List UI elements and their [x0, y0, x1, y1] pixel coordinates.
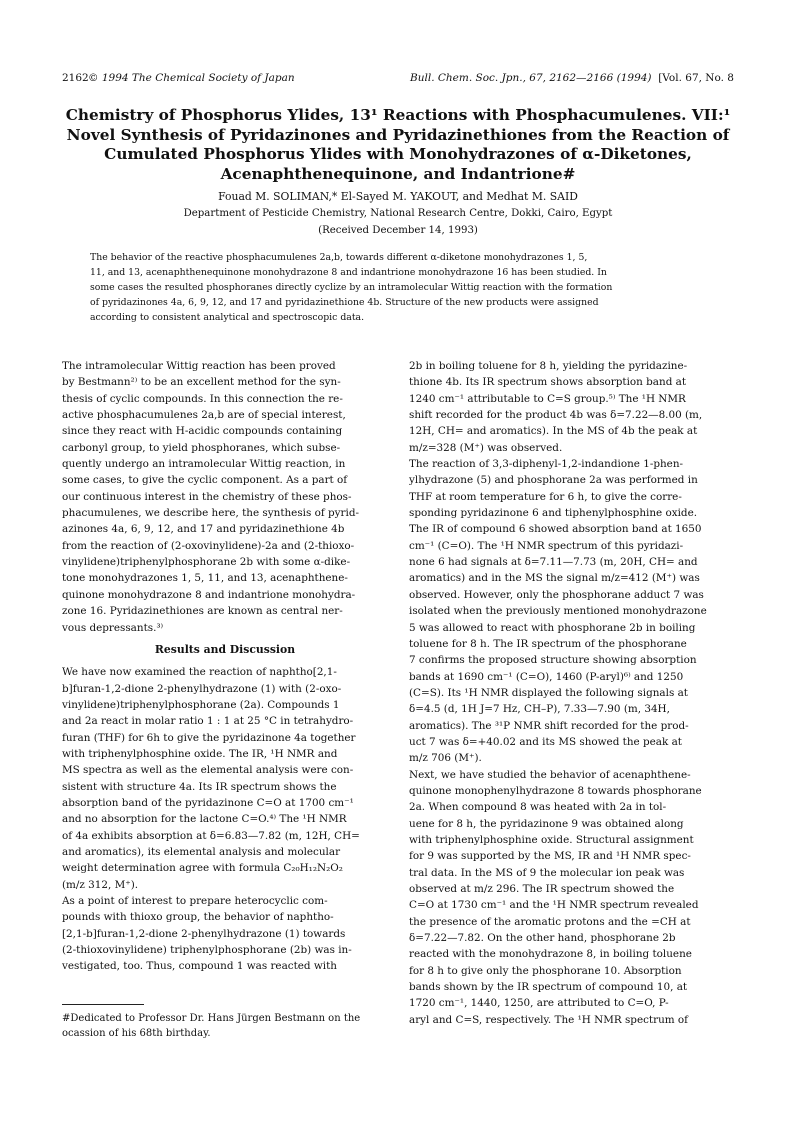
text-line: We have now examined the reaction of naphtho[2,1- [62, 666, 337, 679]
text-line: toluene for 8 h. The IR spectrum of the phosphorane [409, 637, 687, 650]
author-list: Fouad M. SOLIMAN,* El-Sayed M. YAKOUT, and Medhat M. SAID [218, 190, 578, 203]
text-line: m/z 706 (M⁺). [409, 752, 482, 765]
abstract-line: according to consistent analytical and spectroscopic data. [90, 312, 365, 323]
text-line: (2-thioxovinylidene) triphenylphosphorane (2b) was in- [62, 944, 352, 957]
text-line: reacted with the monohydrazone 8, in boiling toluene [409, 948, 692, 961]
text-line: with triphenylphosphine oxide. The IR, ¹H NMR and [62, 747, 338, 760]
text-line: observed. However, only the phosphorane adduct 7 was [409, 588, 704, 601]
text-line: sistent with structure 4a. Its IR spectrum shows the [62, 780, 337, 793]
text-line: our continuous interest in the chemistry of these phos- [62, 490, 352, 503]
text-line: and 2a react in molar ratio 1 : 1 at 25 °C in tetrahydro- [62, 715, 354, 728]
section-heading: Results and Discussion [154, 642, 296, 656]
text-line: zone 16. Pyridazinethiones are known as central ner- [62, 605, 343, 618]
text-line: none 6 had signals at δ=7.11—7.73 (m, 20H, CH= and [409, 556, 698, 569]
text-line: from the reaction of (2-oxovinylidene)-2a and (2-thioxo- [62, 539, 355, 552]
text-line: vinylidene)triphenylphosphorane 2b with some α-dike- [62, 556, 351, 569]
text-line: 2b in boiling toluene for 8 h, yielding the pyridazine- [409, 360, 688, 372]
text-line: 7 confirms the proposed structure showing absorption [409, 654, 697, 667]
text-line: for 9 was supported by the MS, IR and ¹H NMR spec- [409, 850, 691, 863]
copyright-notice: © 1994 The Chemical Society of Japan [88, 72, 295, 84]
footnote-rule [62, 1004, 144, 1005]
text-line: by Bestmann²⁾ to be an excellent method for the syn- [62, 376, 341, 389]
text-line: 1240 cm⁻¹ attributable to C=S group.⁵⁾ The ¹H NMR [409, 392, 686, 405]
text-line: observed at m/z 296. The IR spectrum showed the [409, 883, 675, 895]
text-line: tone monohydrazones 1, 5, 11, and 13, acenaphthene- [62, 572, 348, 585]
affiliation: Department of Pesticide Chemistry, National Research Centre, Dokki, Cairo, Egypt [183, 208, 613, 219]
text-line: C=O at 1730 cm⁻¹ and the ¹H NMR spectrum revealed [409, 899, 699, 912]
text-line: ylhydrazone (5) and phosphorane 2a was performed in [409, 474, 698, 487]
article-title [62, 106, 734, 184]
text-line: of 4a exhibits absorption at δ=6.83—7.82 (m, 12H, CH= [62, 829, 360, 842]
text-line: aromatics). The ³¹P NMR shift recorded for the prod- [409, 719, 689, 732]
text-line: some cases, to give the cyclic component. As a part of [62, 474, 348, 487]
page-number: 2162 [62, 72, 89, 84]
text-line: 5 was allowed to react with phosphorane 2b in boiling [409, 621, 696, 634]
text-line: phacumulenes, we describe here, the synthesis of pyrid- [62, 507, 360, 520]
text-line: azinones 4a, 6, 9, 12, and 17 and pyridazinethione 4b [62, 523, 345, 536]
text-line: δ=7.22—7.82. On the other hand, phosphorane 2b [409, 932, 676, 945]
text-line: 12H, CH= and aromatics). In the MS of 4b the peak at [409, 425, 698, 438]
text-line: 1720 cm⁻¹, 1440, 1250, are attributed to C=O, P- [409, 997, 669, 1010]
text-line: 2a. When compound 8 was heated with 2a in tol- [409, 801, 667, 814]
text-line: for 8 h to give only the phosphorane 10. Absorption [409, 964, 682, 977]
text-line: and no absorption for the lactone C=O.⁴⁾ The ¹H NMR [62, 813, 347, 826]
results-text [62, 664, 388, 975]
text-line: The intramolecular Wittig reaction has been proved [62, 360, 336, 372]
text-line: MS spectra as well as the elemental analysis were con- [62, 764, 354, 777]
abstract-line: of pyridazinones 4a, 6, 9, 12, and 17 and pyridazinethione 4b. Structure of the new products were assigned [90, 297, 599, 308]
text-line: δ=4.5 (d, 1H J=7 Hz, CH–P), 7.33—7.90 (m, 34H, [409, 703, 670, 716]
footnote-line: #Dedicated to Professor Dr. Hans Jürgen Bestmann on the [62, 1013, 361, 1024]
text-line: quinone monohydrazone 8 and indantrione monohydra- [62, 588, 356, 601]
text-line: As a point of interest to prepare heterocyclic com- [62, 895, 328, 907]
text-line: quently undergo an intramolecular Wittig reaction, in [62, 458, 346, 471]
title-line: Chemistry of Phosphorus Ylides, 13¹ Reactions with Phosphacumulenes. VII:¹ [65, 106, 731, 124]
text-line: uene for 8 h, the pyridazinone 9 was obtained along [409, 817, 684, 830]
text-line: aryl and C=S, respectively. The ¹H NMR spectrum of [409, 1013, 689, 1026]
footnote-line: ocassion of his 68th birthday. [62, 1028, 211, 1039]
text-line: the presence of the aromatic protons and the =CH at [409, 915, 691, 928]
text-line: (C=S). Its ¹H NMR displayed the following signals at [409, 686, 688, 699]
text-line: vous depressants.³⁾ [62, 621, 164, 634]
text-line: weight determination agree with formula C₂₀H₁₂N₂O₂ [62, 862, 343, 875]
results-text-continued [409, 358, 735, 1028]
text-line: [2,1-b]furan-1,2-dione 2-phenylhydrazone (1) towards [62, 927, 346, 940]
title-line: Novel Synthesis of Pyridazinones and Pyridazinethiones from the Reaction of [66, 125, 730, 144]
introduction-text [62, 358, 388, 636]
text-line: bands at 1690 cm⁻¹ (C=O), 1460 (P-aryl)⁶⁾ and 1250 [409, 670, 684, 683]
right-column [409, 358, 735, 1028]
text-line: thesis of cyclic compounds. In this connection the re- [62, 392, 343, 405]
footnote [62, 1011, 392, 1041]
left-column [62, 358, 388, 975]
received-date: (Received December 14, 1993) [318, 225, 478, 236]
title-line: Acenaphthenequinone, and Indantrione# [220, 164, 576, 183]
journal-citation: Bull. Chem. Soc. Jpn., 67, 2162—2166 (1994) [410, 72, 652, 84]
text-line: uct 7 was δ=+40.02 and its MS showed the peak at [409, 735, 682, 748]
text-line: and aromatics), its elemental analysis and molecular [62, 845, 341, 858]
volume-issue: [Vol. 67, No. 8 [658, 72, 734, 84]
text-line: The IR of compound 6 showed absorption band at 1650 [409, 523, 702, 536]
text-line: vestigated, too. Thus, compound 1 was reacted with [62, 960, 337, 973]
text-line: cm⁻¹ (C=O). The ¹H NMR spectrum of this pyridazi- [409, 539, 684, 552]
abstract-line: 11, and 13, acenaphthenequinone monohydrazone 8 and indantrione monohydrazone 16 has been studied. In [90, 267, 607, 278]
text-line: since they react with H-acidic compounds containing [62, 425, 343, 438]
text-line: pounds with thioxo group, the behavior of naphtho- [62, 911, 334, 924]
text-line: bands shown by the IR spectrum of compound 10, at [409, 981, 688, 994]
text-line: active phosphacumulenes 2a,b are of special interest, [62, 409, 346, 422]
text-line: with triphenylphosphine oxide. Structural assignment [409, 833, 694, 846]
text-line: (m/z 312, M⁺). [62, 878, 139, 891]
text-line: furan (THF) for 6h to give the pyridazinone 4a together [62, 731, 356, 744]
abstract [90, 250, 704, 325]
text-line: b]furan-1,2-dione 2-phenylhydrazone (1) with (2-oxo- [62, 682, 342, 695]
text-line: aromatics) and in the MS the signal m/z=412 (M⁺) was [409, 572, 700, 585]
text-line: isolated when the previously mentioned monohydrazone [409, 605, 707, 618]
text-line: THF at room temperature for 6 h, to give the corre- [409, 490, 682, 503]
text-line: tral data. In the MS of 9 the molecular ion peak was [409, 866, 685, 879]
title-line: Cumulated Phosphorus Ylides with Monohydrazones of α-Diketones, [104, 145, 692, 163]
abstract-line: some cases the resulted phosphoranes directly cyclize by an intramolecular Wittig reaction with the formation [90, 282, 613, 293]
text-line: absorption band of the pyridazinone C=O at 1700 cm⁻¹ [62, 796, 354, 809]
text-line: m/z=328 (M⁺) was observed. [409, 441, 563, 454]
text-line: vinylidene)triphenylphosphorane (2a). Compounds 1 [62, 698, 340, 711]
text-line: shift recorded for the product 4b was δ=7.22—8.00 (m, [409, 409, 703, 422]
text-line: carbonyl group, to yield phosphoranes, which subse- [62, 441, 341, 454]
text-line: quinone monophenylhydrazone 8 towards phosphorane [409, 784, 702, 797]
abstract-line: The behavior of the reactive phosphacumulenes 2a,b, towards different α-diketone monohydrazones 1, 5, [90, 252, 588, 263]
text-line: Next, we have studied the behavior of acenaphthene- [409, 768, 691, 781]
text-line: sponding pyridazinone 6 and tiphenylphosphine oxide. [409, 507, 698, 520]
text-line: thione 4b. Its IR spectrum shows absorption band at [409, 376, 687, 389]
text-line: The reaction of 3,3-diphenyl-1,2-indandione 1-phen- [409, 458, 684, 471]
